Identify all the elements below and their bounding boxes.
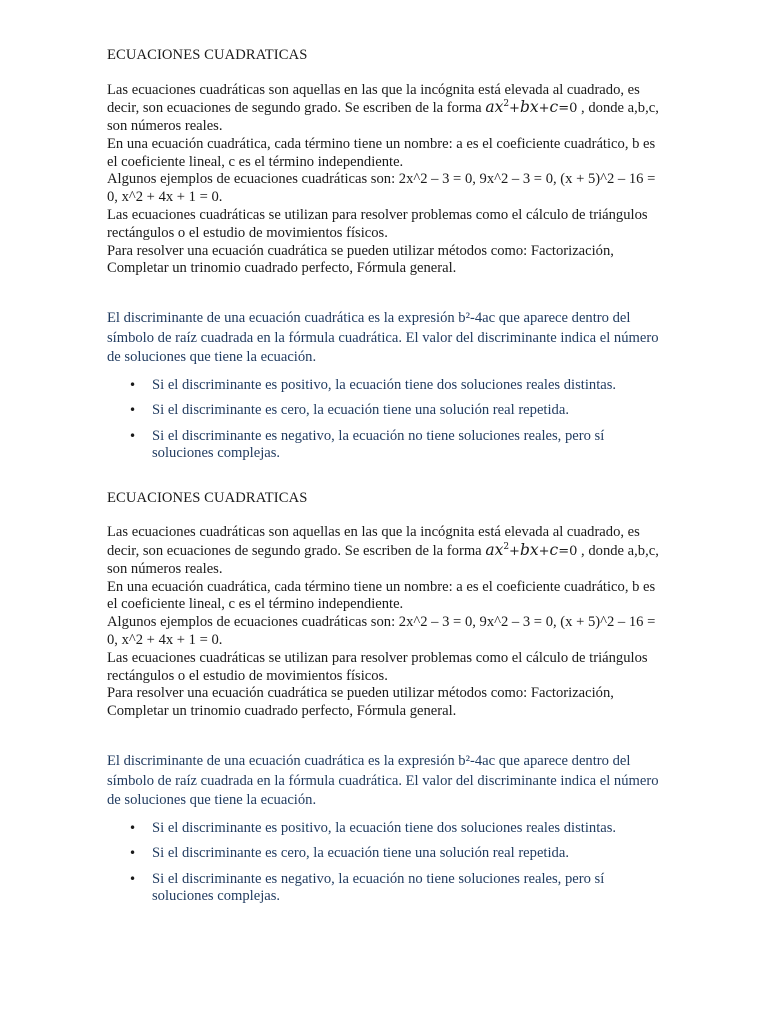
list-item (107, 845, 667, 863)
quadratic-formula (485, 541, 577, 559)
list-item-text: Si el discriminante es negativo, la ecuación no tiene soluciones reales, pero sí soluciones complejas. (152, 427, 605, 462)
discriminant-bullet-list (107, 820, 667, 906)
uses-paragraph: Las ecuaciones cuadráticas se utilizan para resolver problemas como el cálculo de triángulos rectángulos o el estudio de movimientos físicos. (107, 207, 648, 241)
formula-exponent: 2 (503, 99, 510, 110)
formula-plus: + (538, 544, 550, 560)
intro-text-start: Las ecuaciones cuadráticas son aquellas en las que la incógnita está elevada al cuadrado, es decir, son ecuaciones de segundo grado. Se escriben de la forma (107, 524, 640, 560)
discriminant-paragraph: El discriminante de una ecuación cuadrática es la expresión b²-4ac que aparece dentro del símbolo de raíz cuadrada en la fórmula cuadrática. El valor del discriminante indica el número de soluciones que tiene la ecuación. (107, 753, 659, 809)
formula-plus: + (538, 101, 550, 117)
bullet-icon: • (129, 820, 137, 835)
examples-paragraph: Algunos ejemplos de ecuaciones cuadráticas son: 2x^2 – 3 = 0, 9x^2 – 3 = 0, (x + 5)^2 – 16 = 0, x^2 + 4x + 1 = 0. (107, 614, 656, 649)
quadratic-formula (485, 98, 577, 116)
bullet-icon: • (129, 846, 137, 861)
terms-paragraph: En una ecuación cuadrática, cada término tiene un nombre: a es el coeficiente cuadrático, b es el coeficiente lineal, c es el término independiente. (107, 578, 656, 613)
bullet-icon: • (129, 403, 137, 418)
examples-paragraph: Algunos ejemplos de ecuaciones cuadráticas son: 2x^2 – 3 = 0, 9x^2 – 3 = 0, (x + 5)^2 – 16 = 0, x^2 + 4x + 1 = 0. (107, 171, 656, 206)
section-title: ECUACIONES CUADRATICAS (107, 47, 308, 63)
formula-exponent: 2 (503, 542, 510, 553)
document-section (107, 490, 667, 906)
document-section (107, 47, 667, 463)
bullet-icon: • (129, 428, 137, 443)
formula-equals: =0 (558, 544, 578, 560)
formula-plus: + (509, 544, 520, 560)
discriminant-paragraph: El discriminante de una ecuación cuadrática es la expresión b²-4ac que aparece dentro del símbolo de raíz cuadrada en la fórmula cuadrática. El valor del discriminante indica el número de soluciones que tiene la ecuación. (107, 310, 659, 366)
discriminant-bullet-list (107, 377, 667, 463)
formula-b: b (519, 98, 530, 117)
list-item-text: Si el discriminante es negativo, la ecuación no tiene soluciones reales, pero sí soluciones complejas. (152, 870, 605, 905)
terms-paragraph: En una ecuación cuadrática, cada término tiene un nombre: a es el coeficiente cuadrático, b es el coeficiente lineal, c es el término independiente. (107, 135, 656, 170)
list-item-text: Si el discriminante es cero, la ecuación tiene una solución real repetida. (152, 845, 569, 862)
document-page (107, 47, 667, 914)
list-item (107, 402, 667, 420)
formula-x: x (494, 98, 504, 117)
formula-plus: + (509, 101, 520, 117)
methods-paragraph: Para resolver una ecuación cuadrática se pueden utilizar métodos como: Factorización, Completar un trinomio cuadrado perfecto, Fórmula general. (107, 685, 614, 720)
intro-text-end: , donde a,b,c, son números reales. (107, 100, 659, 135)
formula-c: c (549, 98, 559, 117)
formula-a: a (485, 541, 495, 560)
bullet-icon: • (129, 377, 137, 392)
list-item (107, 377, 667, 395)
formula-c: c (549, 541, 559, 560)
list-item (107, 820, 667, 838)
formula-x: x (529, 98, 539, 117)
intro-paragraph (107, 82, 667, 136)
section-title: ECUACIONES CUADRATICAS (107, 489, 308, 506)
bullet-icon: • (129, 871, 137, 886)
formula-equals: =0 (558, 101, 578, 117)
formula-b: b (519, 541, 530, 560)
list-item-text: Si el discriminante es cero, la ecuación tiene una solución real repetida. (152, 402, 569, 419)
formula-x: x (494, 541, 504, 560)
methods-paragraph: Para resolver una ecuación cuadrática se pueden utilizar métodos como: Factorización, Completar un trinomio cuadrado perfecto, Fórmula general. (107, 242, 614, 277)
intro-text-end: , donde a,b,c, son números reales. (107, 543, 659, 577)
intro-text-start: Las ecuaciones cuadráticas son aquellas en las que la incógnita está elevada al cuadrado, es decir, son ecuaciones de segundo grado. Se escriben de la forma (107, 81, 640, 117)
list-item (107, 871, 667, 906)
list-item-text: Si el discriminante es positivo, la ecuación tiene dos soluciones reales distintas. (152, 819, 617, 836)
list-item (107, 428, 667, 463)
intro-paragraph (107, 524, 667, 578)
list-item-text: Si el discriminante es positivo, la ecuación tiene dos soluciones reales distintas. (152, 376, 617, 393)
formula-x: x (529, 541, 539, 560)
formula-a: a (485, 98, 495, 117)
uses-paragraph: Las ecuaciones cuadráticas se utilizan para resolver problemas como el cálculo de triángulos rectángulos o el estudio de movimientos físicos. (107, 649, 648, 684)
